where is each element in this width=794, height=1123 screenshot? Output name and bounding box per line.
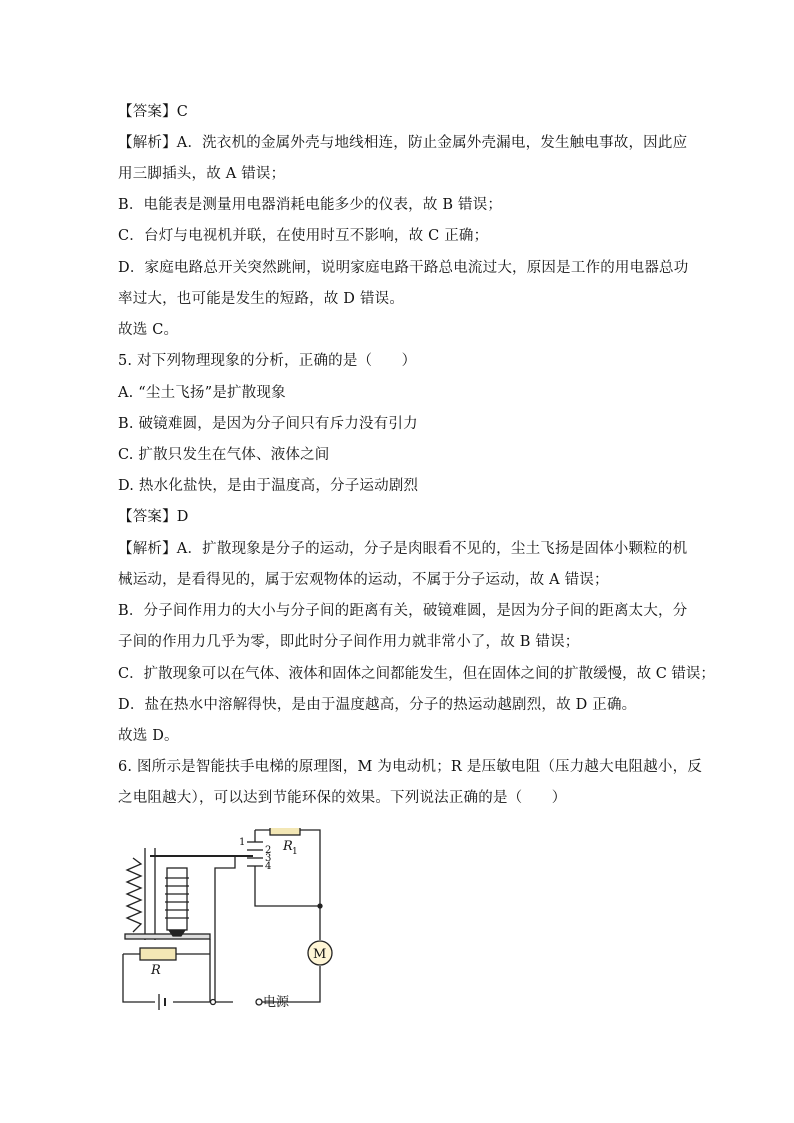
text-line: B．电能表是测量用电器消耗电能多少的仪表，故 B 错误；: [118, 197, 503, 213]
text-line: 械运动，是看得见的，属于宏观物体的运动，不属于分子运动，故 A 错误；: [118, 572, 609, 588]
text-line: 故选 D。: [118, 728, 179, 744]
text-line: C．扩散现象可以在气体、液体和固体之间都能发生，但在固体之间的扩散缓慢，故 C 错误；: [118, 666, 715, 682]
text-line: D．家庭电路总开关突然跳闸，说明家庭电路干路总电流过大，原因是工作的用电器总功: [118, 260, 689, 276]
text-line: 【答案】C: [118, 104, 189, 120]
text-line: 之电阻越大），可以达到节能环保的效果。下列说法正确的是（ ）: [118, 790, 567, 806]
text-line: 子间的作用力几乎为零，即此时分子间作用力就非常小了，故 B 错误；: [118, 634, 580, 650]
contact-2: 2: [265, 845, 272, 856]
option-b: B. 破镜难圆，是因为分子间只有斥力没有引力: [118, 416, 418, 432]
r1-label: R: [283, 839, 293, 854]
text-line: C．台灯与电视机并联，在使用时互不影响，故 C 正确；: [118, 228, 489, 244]
motor-label: M: [313, 947, 327, 962]
elevator-circuit-diagram: [115, 828, 365, 1018]
text-line: B．分子间作用力的大小与分子间的距离有关，破镜难圆，是因为分子间的距离太大，分: [118, 603, 688, 619]
power-label: 电源: [263, 995, 290, 1010]
question-6-stem: 6. 图所示是智能扶手电梯的原理图，M 为电动机；R 是压敏电阻（压力越大电阻越小，反: [118, 759, 703, 775]
contact-4: 4: [265, 861, 272, 872]
contact-3: 3: [265, 853, 272, 864]
text-line: 率过大，也可能是发生的短路，故 D 错误。: [118, 291, 405, 307]
option-d: D. 热水化盐快，是由于温度高，分子运动剧烈: [118, 478, 419, 494]
r1-subscript: 1: [292, 847, 298, 857]
answer-label: 【答案】D: [118, 509, 189, 525]
option-c: C. 扩散只发生在气体、液体之间: [118, 447, 330, 463]
text-line: 【解析】A．洗衣机的金属外壳与地线相连，防止金属外壳漏电，发生触电事故，因此应: [118, 135, 688, 151]
text-line: 用三脚插头，故 A 错误；: [118, 166, 286, 182]
option-a: A. “尘土飞扬”是扩散现象: [118, 385, 286, 401]
text-line: D．盐在热水中溶解得快，是由于温度越高，分子的热运动越剧烈，故 D 正确。: [118, 697, 637, 713]
text-line: 【解析】A．扩散现象是分子的运动，分子是肉眼看不见的，尘土飞扬是固体小颗粒的机: [118, 541, 688, 557]
text-line: 故选 C。: [118, 322, 179, 338]
question-5-stem: 5. 对下列物理现象的分析，正确的是（ ）: [118, 353, 417, 369]
contact-1: 1: [239, 837, 246, 848]
r-label: R: [151, 963, 161, 978]
